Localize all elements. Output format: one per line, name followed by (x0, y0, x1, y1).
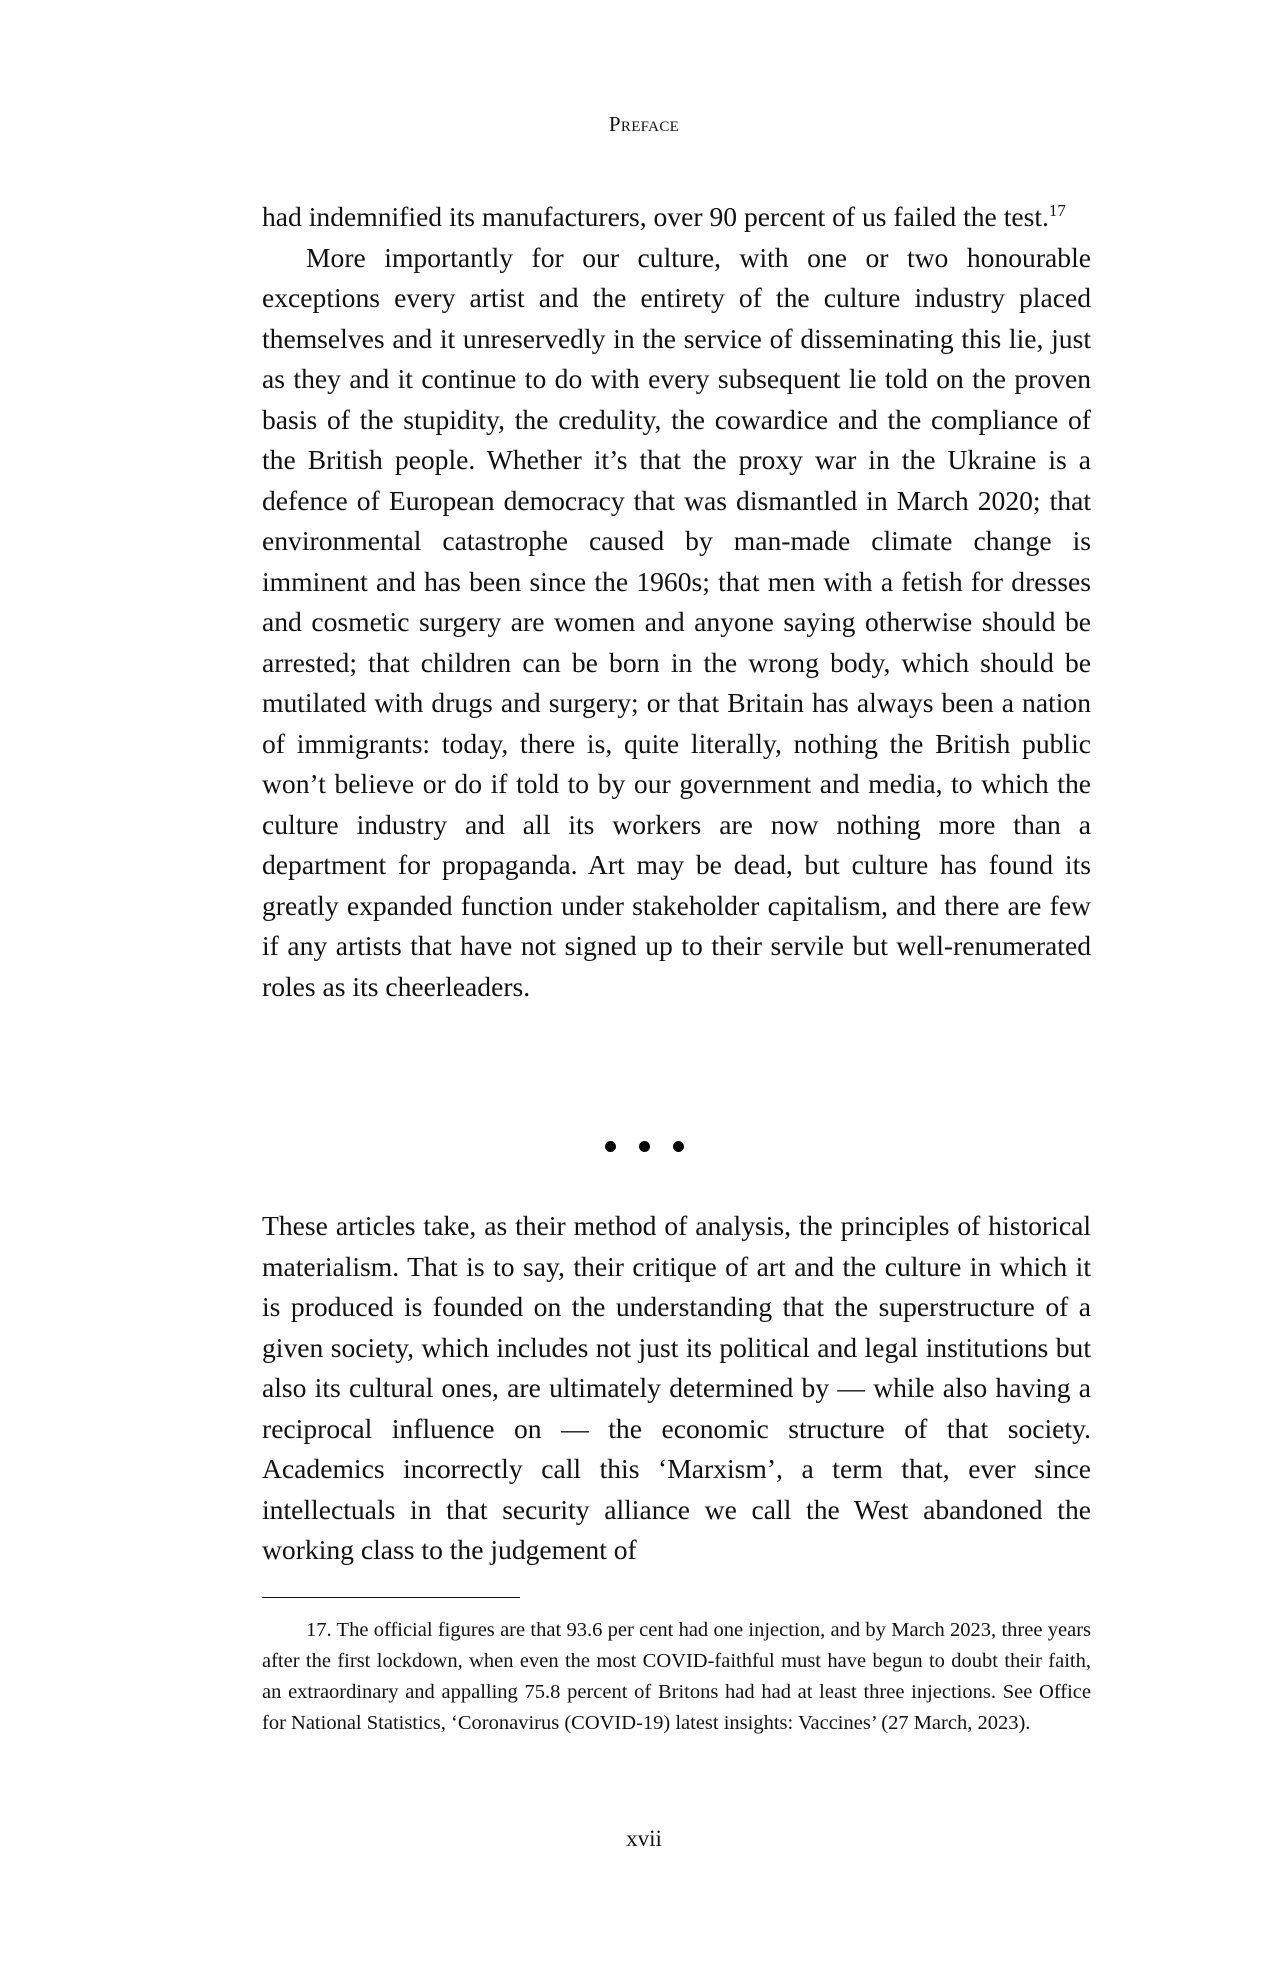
bullet-dot-icon (673, 1141, 684, 1152)
footnote-separator-rule (262, 1597, 520, 1598)
running-head: Preface (608, 112, 680, 136)
paragraph: These articles take, as their method of analysis, the principles of historical materialism. That is to say, their critique of art and the culture in which it is produced is founded on the understanding that the superstructure of a given society, which includes not just its political and legal institutions but also its cultural ones, are ultimately determined by — while also having a reciprocal influence on — the economic structure of that society. Academics incorrectly call this ‘Marxism’, a term that, ever since intellectuals in that security alliance we call the West abandoned the working class to the judgement of (262, 1210, 1091, 1565)
page-number: xvii (626, 1826, 662, 1851)
paragraph-continuation (262, 197, 1091, 238)
bullet-dot-icon (639, 1141, 650, 1152)
section-break-ornament (0, 1141, 1288, 1155)
body-section-1 (262, 197, 1091, 1007)
footnote-reference[interactable]: 17 (1048, 201, 1066, 220)
footnotes (262, 1615, 1091, 1739)
body-section-2 (262, 1206, 1091, 1571)
paragraph: More importantly for our culture, with one or two honourable exceptions every artist and the entirety of the culture industry placed themselves and it unreservedly in the service of disseminating this lie, just as they and it continue to do with every subsequent lie told on the proven basis of the stupidity, the credulity, the cowardice and the compliance of the British people. Whether it’s that the proxy war in the Ukraine is a defence of European democracy that was dismantled in March 2020; that environmental catastrophe caused by man-made climate change is imminent and has been since the 1960s; that men with a fetish for dresses and cosmetic surgery are women and anyone saying otherwise should be arrested; that children can be born in the wrong body, which should be mutilated with drugs and surgery; or that Britain has always been a nation of immigrants: today, there is, quite literally, nothing the British public won’t believe or do if told to by our government and media, to which the culture industry and all its workers are now nothing more than a department for propaganda. Art may be dead, but culture has found its greatly expanded function under stakeholder capitalism, and there are few if any artists that have not signed up to their servile but well-renumerated roles as its cheerleaders. (262, 241, 1091, 1002)
bullet-dot-icon (605, 1141, 616, 1152)
paragraph-text: had indemnified its manufacturers, over 90 percent of us failed the test. (262, 201, 1049, 232)
footnote-17: 17. The official figures are that 93.6 per cent had one injection, and by March 2023, three years after the first lockdown, when even the most COVID-faithful must have begun to doubt their faith, an extraordinary and appalling 75.8 percent of Britons had had at least three injections. See Office for National Statistics, ‘Coronavirus (COVID-19) latest insights: Vaccines’ (27 March, 2023). (262, 1619, 1091, 1734)
